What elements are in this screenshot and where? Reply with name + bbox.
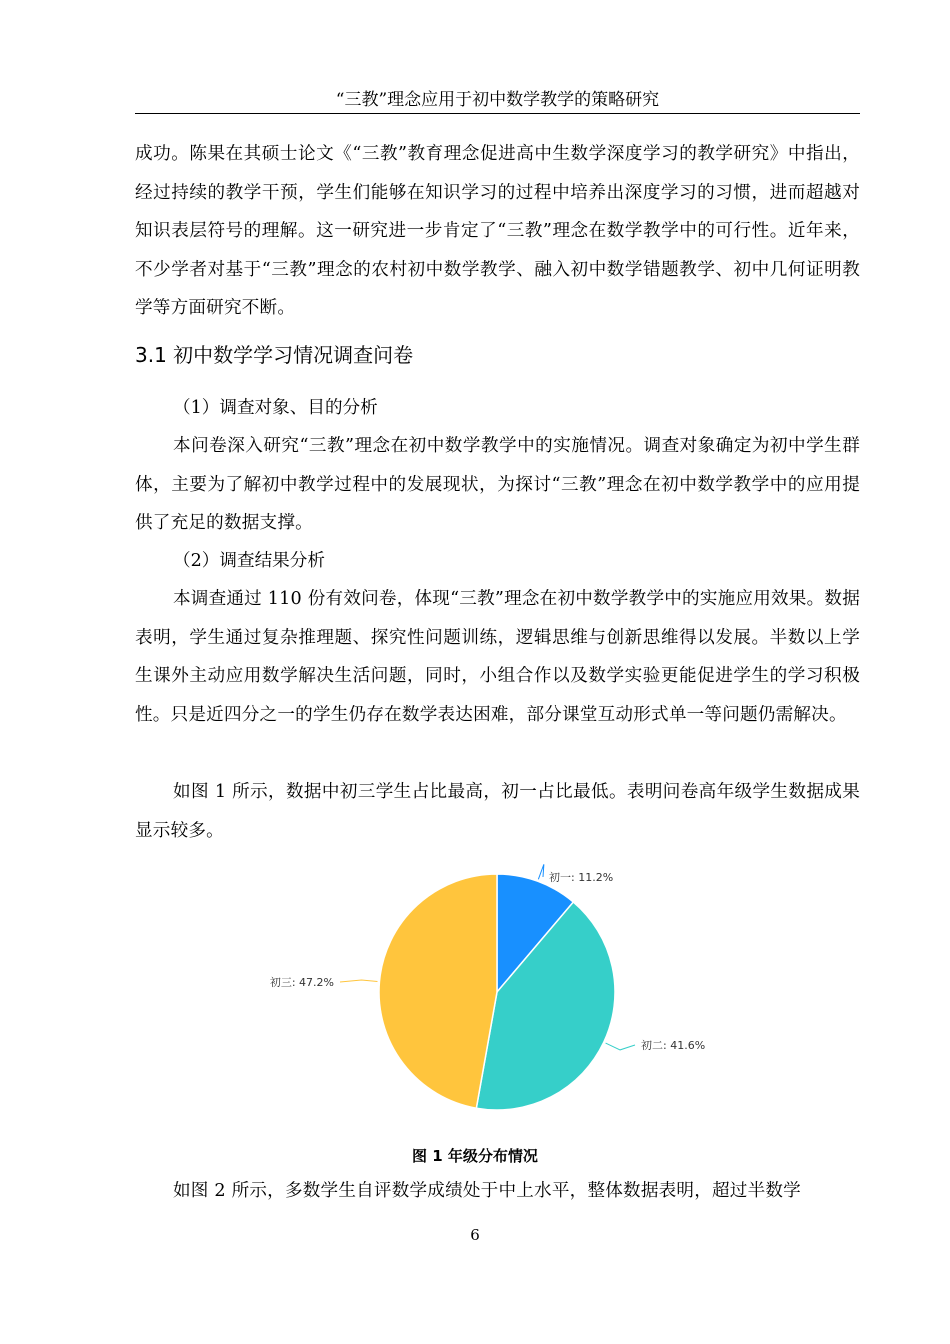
paragraph-figure-2-description: 如图 2 所示，多数学生自评数学成绩处于中上水平，整体数据表明，超过半数学 <box>173 1181 801 1201</box>
figure-caption: 图 1 年级分布情况 <box>412 1147 538 1165</box>
sub-heading-survey-target: （1）调查对象、目的分析 <box>173 398 378 418</box>
paragraph-continuation: 成功。陈果在其硕士论文《“三教”教育理念促进高中生数学深度学习的教学研究》中指出，经过持续的教学干预，学生们能够在知识学习的过程中培养出深度学习的习惯，进而超越对知识表层符号的理解。这一研究进一步肯定了“三教”理念在数学教学中的可行性。近年来，不少学者对基于“三教”理念的农村初中数学教学、融入初中数学错题教学、初中几何证明教学等方面研究不断。 <box>135 144 860 319</box>
header-rule <box>135 113 860 114</box>
paragraph-survey-results: 本调查通过 110 份有效问卷，体现“三教”理念在初中数学教学中的实施应用效果。数据表明，学生通过复杂推理题、探究性问题训练，逻辑思维与创新思维得以发展。半数以上学生课外主动应用数学解决生活问题，同时，小组合作以及数学实验更能促进学生的学习积极性。只是近四分之一的学生仍存在数学表达困难，部分课堂互动形式单一等问题仍需解决。 <box>135 589 860 725</box>
pie-data-label-1: 初一: 11.2% <box>549 871 614 884</box>
paragraph-survey-target: 本问卷深入研究“三教”理念在初中数学教学中的实施情况。调查对象确定为初中学生群体，主要为了解初中教学过程中的发展现状，为探讨“三教”理念在初中数学教学中的应用提供了充足的数据支撑。 <box>135 436 860 534</box>
running-header: “三教”理念应用于初中数学教学的策略研究 <box>335 90 660 110</box>
pie-data-label-2: 初二: 41.6% <box>641 1039 706 1052</box>
pie-leader-line-2 <box>606 1043 635 1050</box>
sub-heading-survey-results: （2）调查结果分析 <box>173 551 325 571</box>
pie-leader-line-1 <box>538 864 544 879</box>
pie-slice-3 <box>379 874 497 1108</box>
pie-data-label-3: 初三: 47.2% <box>269 976 334 989</box>
grade-distribution-pie-chart <box>135 852 860 1122</box>
paragraph-figure-1-description: 如图 1 所示，数据中初三学生占比最高，初一占比最低。表明问卷高年级学生数据成果显示较多。 <box>135 782 860 841</box>
section-heading: 3.1 初中数学学习情况调查问卷 <box>135 343 414 367</box>
pie-leader-line-3 <box>340 980 377 982</box>
page-number: 6 <box>470 1226 480 1244</box>
